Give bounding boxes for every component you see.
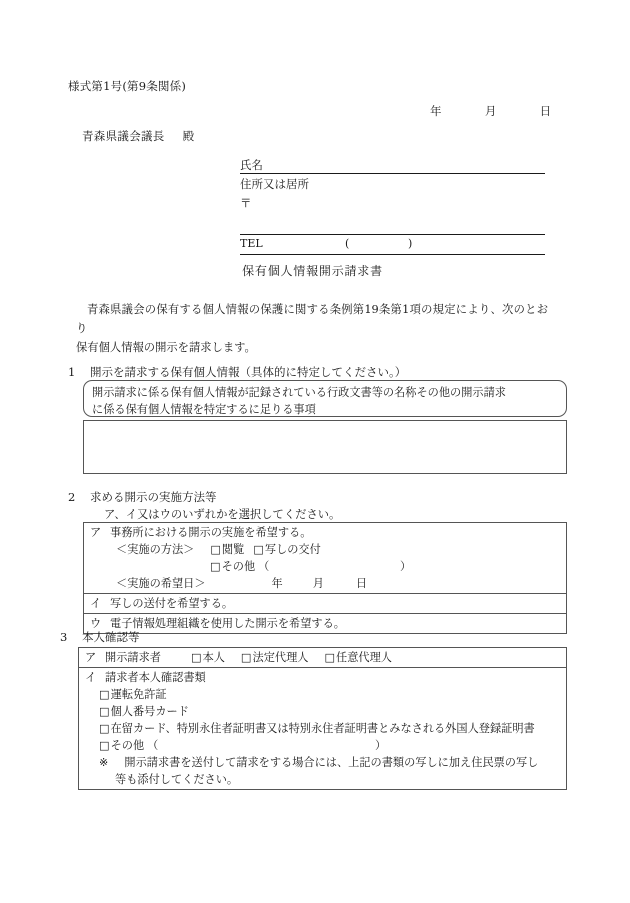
postal-row xyxy=(240,195,545,217)
requester-block xyxy=(240,157,545,255)
identity-docs-label: 請求者本人確認書類 xyxy=(105,671,206,684)
wish-date-line xyxy=(84,575,566,592)
hint-line-2: に係る保有個人情報を特定するに足りる事項 xyxy=(92,403,316,416)
date-year-label: 年 xyxy=(430,104,442,118)
wish-date-year[interactable]: 年 xyxy=(271,577,283,590)
section-3-title: 本人確認等 xyxy=(82,630,140,644)
section-3-number: 3 xyxy=(60,630,68,644)
checkbox-copy-delivery[interactable]: □ xyxy=(253,543,264,556)
checkbox-self[interactable]: □ xyxy=(190,651,202,664)
address-write-line[interactable] xyxy=(240,217,545,235)
date-line xyxy=(430,103,551,119)
table-row[interactable] xyxy=(84,594,566,614)
table-row[interactable] xyxy=(84,614,566,633)
identity-doc-license-line[interactable] xyxy=(79,686,566,703)
identity-doc-mynumber-line[interactable] xyxy=(79,703,566,720)
address-row xyxy=(240,176,545,195)
section-1-title: 開示を請求する保有個人情報（具体的に特定してください。） xyxy=(90,365,407,379)
checkbox-my-number-card[interactable]: □ xyxy=(99,705,110,718)
requester-type-line xyxy=(79,649,566,666)
option-self-label: 本人 xyxy=(202,651,225,664)
other-method-line xyxy=(84,558,566,575)
name-row xyxy=(240,157,545,176)
section-3-heading xyxy=(60,629,140,645)
option-a-text: 事務所における開示の実施を希望する。 xyxy=(110,526,312,539)
checkbox-drivers-license[interactable]: □ xyxy=(99,688,110,701)
option-voluntary-agent-label: 任意代理人 xyxy=(336,651,392,664)
table-row xyxy=(84,523,566,594)
option-b-text: 写しの送付を希望する。 xyxy=(110,597,234,610)
implementation-method-label: ＜実施の方法＞ xyxy=(116,543,195,556)
option-inspection-label: 閲覧 xyxy=(221,543,245,556)
tel-label: TEL xyxy=(240,237,263,250)
checkbox-legal-representative[interactable]: □ xyxy=(240,651,252,664)
marker-c: ウ xyxy=(90,617,102,630)
section-2-subheading: ア、イ又はウのいずれかを選択してください。 xyxy=(104,508,341,521)
checkbox-voluntary-agent[interactable]: □ xyxy=(324,651,336,664)
option-my-number-card-label: 個人番号カード xyxy=(110,705,189,718)
option-c-text: 電子情報処理組織を使用した開示を希望する。 xyxy=(110,617,345,630)
other-method-paren-open: （ xyxy=(258,560,270,573)
checkbox-inspection[interactable]: □ xyxy=(210,543,221,556)
tel-paren-open: ( xyxy=(345,237,350,250)
wish-date-month[interactable]: 月 xyxy=(312,577,324,590)
option-residence-card-label: 在留カード、特別永住者証明書又は特別永住者証明書とみなされる外国人登録証明書 xyxy=(110,722,535,735)
tel-row[interactable] xyxy=(240,235,545,255)
checkbox-other-method[interactable]: □ xyxy=(210,560,221,573)
checkbox-other-document[interactable]: □ xyxy=(99,739,110,752)
other-document-paren-close: ） xyxy=(375,739,387,752)
section-1-heading xyxy=(68,364,406,380)
page-title xyxy=(0,262,630,279)
section-1-hint-box xyxy=(83,380,567,417)
other-method-label: その他 xyxy=(221,560,256,573)
table-row xyxy=(79,668,566,789)
marker-b: イ xyxy=(90,597,102,610)
addressee-honorific: 殿 xyxy=(182,129,195,143)
option-drivers-license-label: 運転免許証 xyxy=(110,688,167,701)
addressee-name: 青森県議会議長 xyxy=(82,129,165,143)
note-mark: ※ xyxy=(99,756,109,769)
implementation-method-line xyxy=(84,541,566,558)
identity-doc-residence-line[interactable] xyxy=(79,720,566,737)
wish-date-day[interactable]: 日 xyxy=(355,577,368,590)
other-method-paren-close: ） xyxy=(400,560,412,573)
date-month-label: 月 xyxy=(484,104,497,118)
section-2-number: 2 xyxy=(68,490,76,504)
wish-date-label: ＜実施の希望日＞ xyxy=(116,577,206,590)
name-label: 氏名 xyxy=(240,158,263,172)
other-document-paren-open: （ xyxy=(147,739,159,752)
requester-type-label: 開示請求者 xyxy=(105,651,161,664)
note-text-2: 等も添付してください。 xyxy=(115,773,239,786)
table-row xyxy=(79,648,566,668)
form-code: 様式第1号(第9条関係) xyxy=(68,79,187,93)
identity-note-line-1 xyxy=(79,754,566,771)
address-label: 住所又は居所 xyxy=(240,177,309,191)
note-text-1: 開示請求書を送付して請求をする場合には、上記の書類の写しに加え住民票の写し xyxy=(124,756,539,769)
section-2-heading xyxy=(68,489,217,505)
intro-paragraph xyxy=(76,300,548,357)
intro-line-1: 青森県議会の保有する個人情報の保護に関する条例第19条第1項の規定により、次のとおり xyxy=(76,303,548,335)
page-title-text: 保有個人情報開示請求書 xyxy=(242,264,383,278)
option-c-line[interactable] xyxy=(84,615,566,632)
marker-a: ア xyxy=(90,526,102,539)
name-underline xyxy=(240,157,545,174)
section-2-table xyxy=(83,522,567,634)
checkbox-residence-card[interactable]: □ xyxy=(99,722,110,735)
postal-symbol: 〒 xyxy=(240,196,252,210)
identity-docs-title xyxy=(79,669,566,686)
option-a-title[interactable] xyxy=(84,524,566,541)
date-day-label: 日 xyxy=(539,104,552,118)
tel-paren-close: ) xyxy=(408,237,413,250)
marker-b-identity: イ xyxy=(85,671,97,684)
section-3-table xyxy=(78,647,567,790)
other-document-label: その他 xyxy=(110,739,145,752)
option-copy-delivery-label: 写しの交付 xyxy=(264,543,321,556)
intro-line-2: 保有個人情報の開示を請求します。 xyxy=(76,341,256,354)
option-b-line[interactable] xyxy=(84,595,566,612)
section-1-answer-field[interactable] xyxy=(83,420,567,474)
section-1-number: 1 xyxy=(68,365,76,379)
addressee xyxy=(82,128,194,144)
section-2-title: 求める開示の実施方法等 xyxy=(90,490,217,504)
option-legal-representative-label: 法定代理人 xyxy=(252,651,309,664)
identity-note-line-2 xyxy=(79,771,566,788)
hint-line-1: 開示請求に係る保有個人情報が記録されている行政文書等の名称その他の開示請求 xyxy=(92,386,506,399)
marker-a-identity: ア xyxy=(85,651,97,664)
identity-doc-other-line xyxy=(79,737,566,754)
